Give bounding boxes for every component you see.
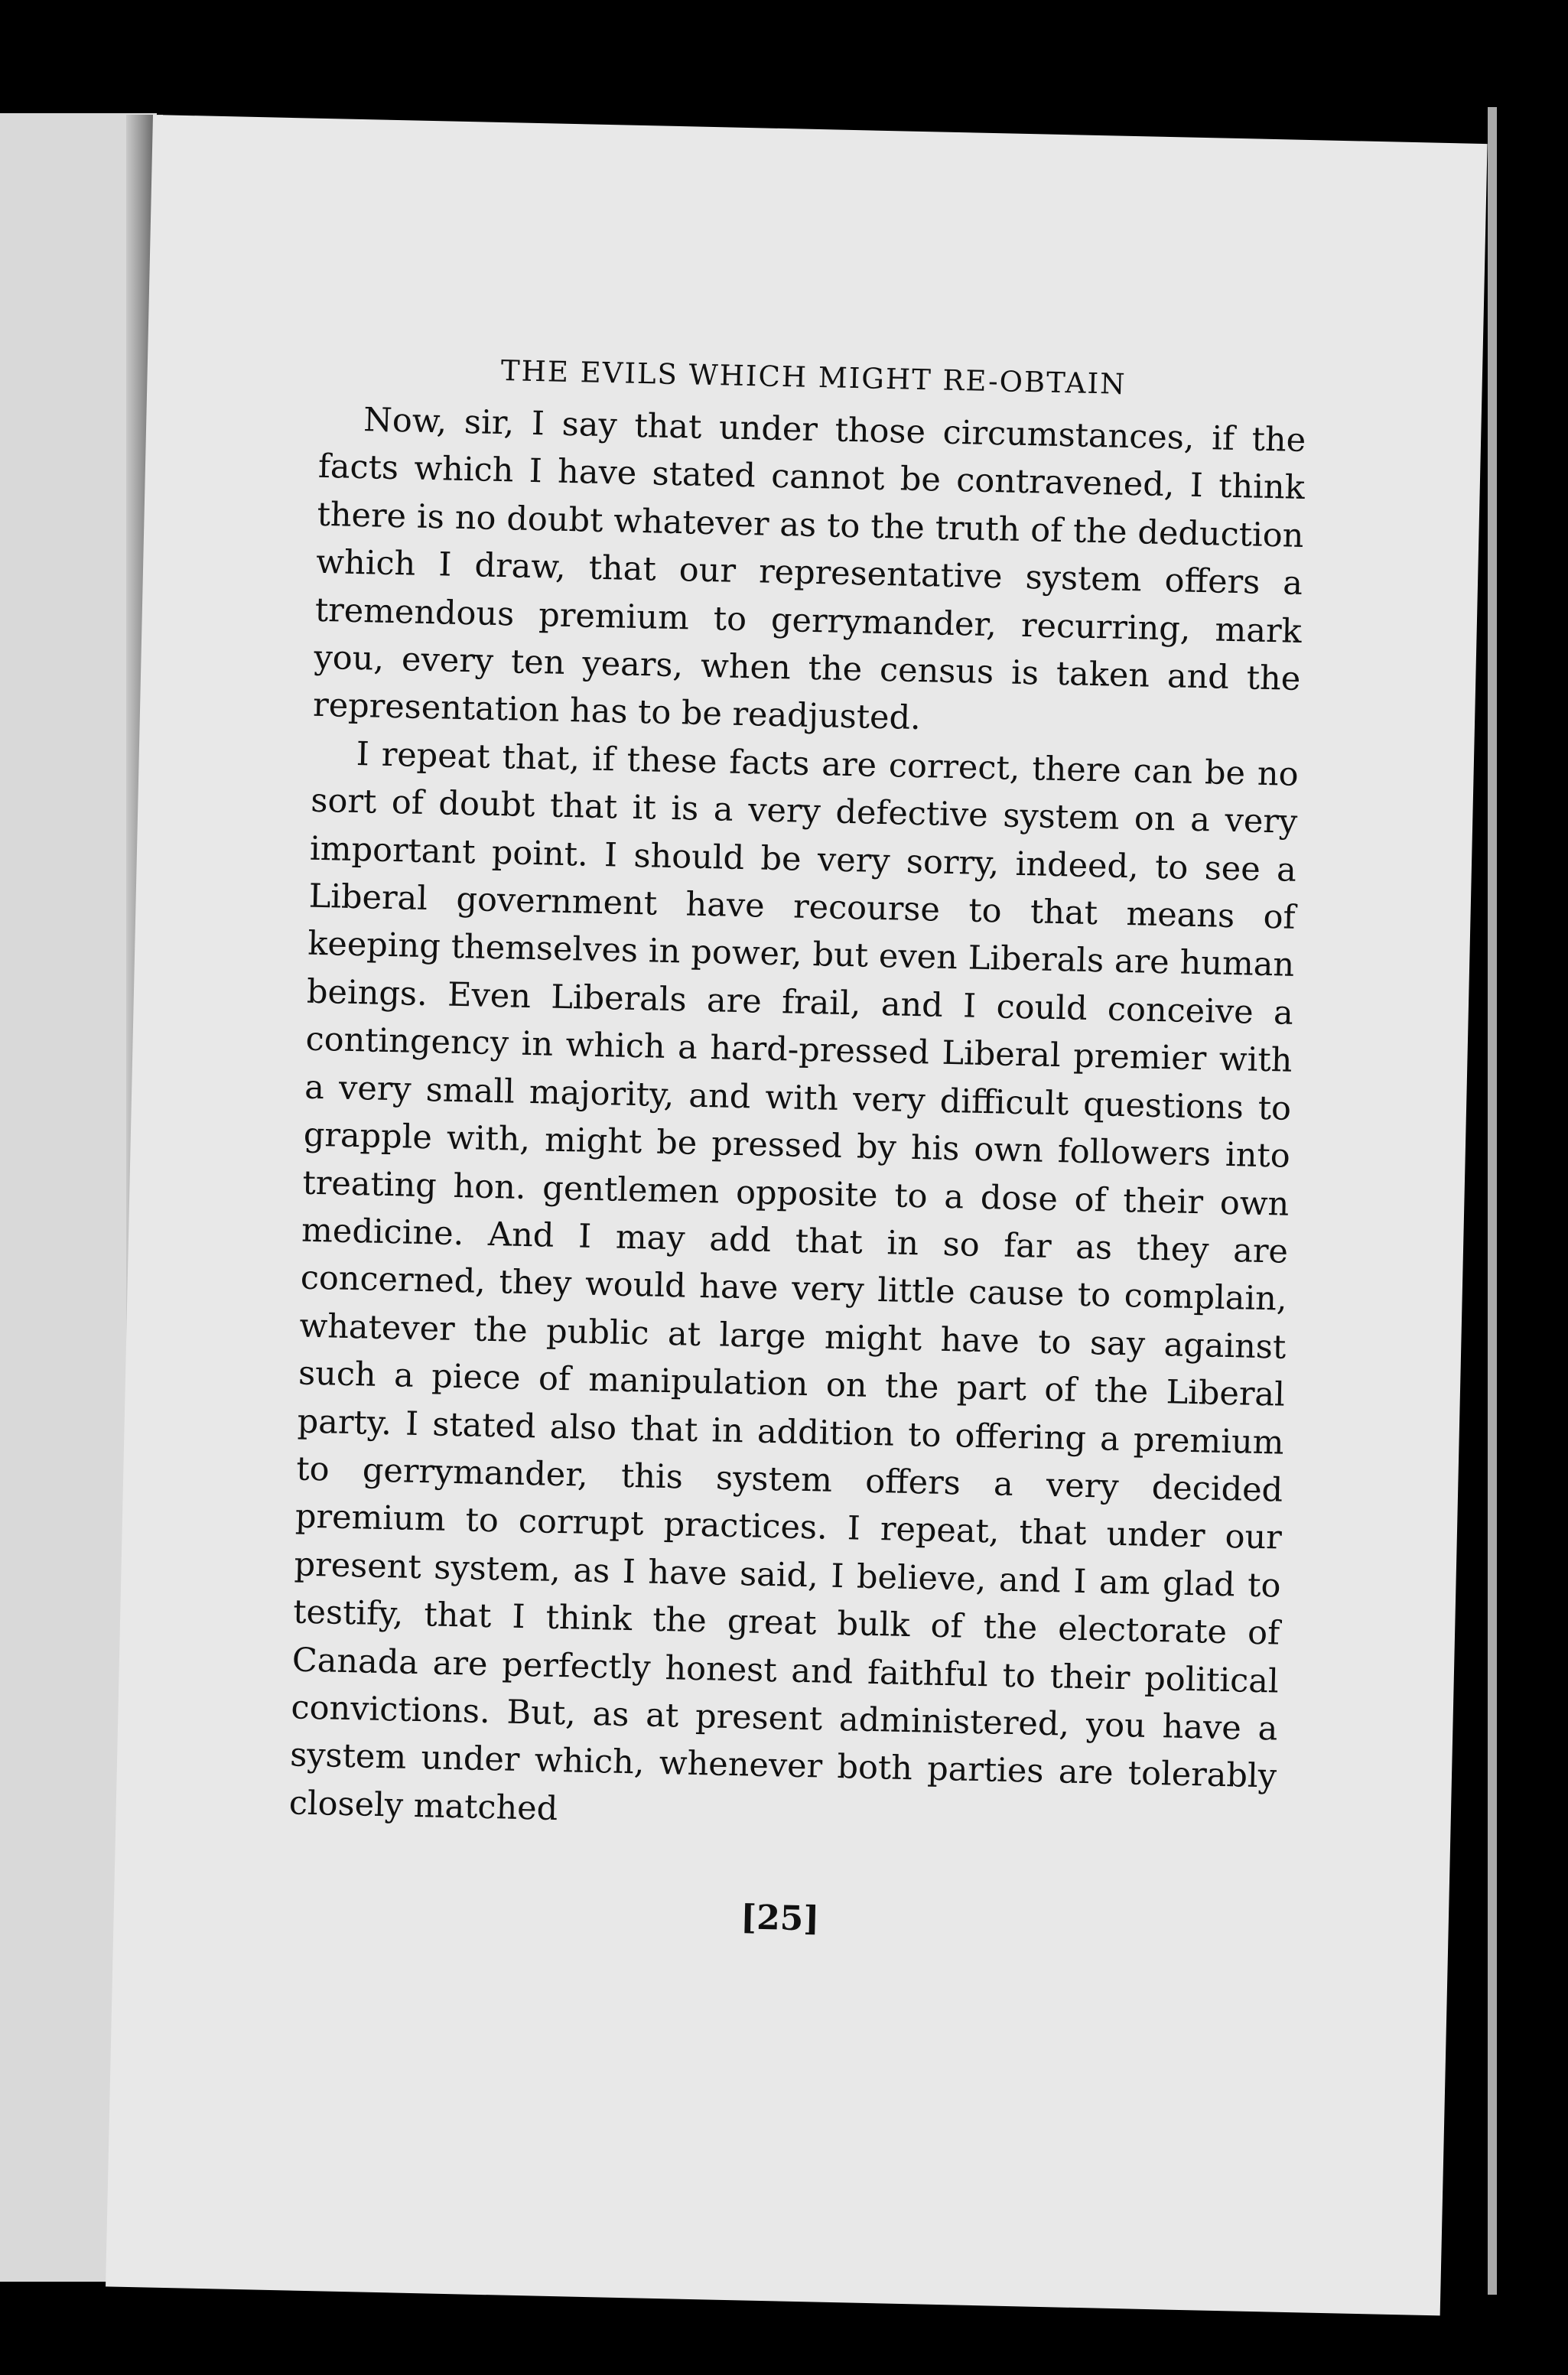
page-text-block [286,350,1307,1949]
right-page-edge [1488,107,1497,2295]
paragraph-2: I repeat that, if these facts are correct, there can be no sort of doubt that it is a very defective system on a very important point. I should be very sorry, indeed, to see a Liberal government have recourse to that means of keeping themselves in power, but even Liberals are human beings. Even Liberals are frail, and I could conceive a contingency in which a hard-pressed Liberal premier with a very small majority, and with very difficult questions to grapple with, might be pressed by his own followers into treating hon. gentlemen opposite to a dose of their own medicine. And I may add that in so far as they are concerned, they would have very little cause to complain, whatever the public at large might have to say against such a piece of manipulation on the part of the Liberal party. I stated also that in addition to offering a premium to gerrymander, this system offers a very decided premium to corrupt practices. I repeat, that under our present system, as I have said, I believe, and I am glad to testify, that I think the great bulk of the electorate of Canada are perfectly honest and faithful to their political convictions. But, as at present administered, you have a system under which, whenever both parties are tolerably closely matched [288,734,1300,1828]
paragraph-1: Now, sir, I say that under those circumstances, if the facts which I have stated cannot be contravened, I think there is no doubt whatever as to the truth of the deduction which I draw, that our representative system offers a tremendous premium to gerrymander, recurring, mark you, every ten years, when the census is taken and the representation has to be readjusted. [312,401,1306,738]
running-head: THE EVILS WHICH MIGHT RE-OBTAIN [500,354,1127,401]
page-number: [25] [740,1898,820,1939]
book-page [106,115,1488,2315]
